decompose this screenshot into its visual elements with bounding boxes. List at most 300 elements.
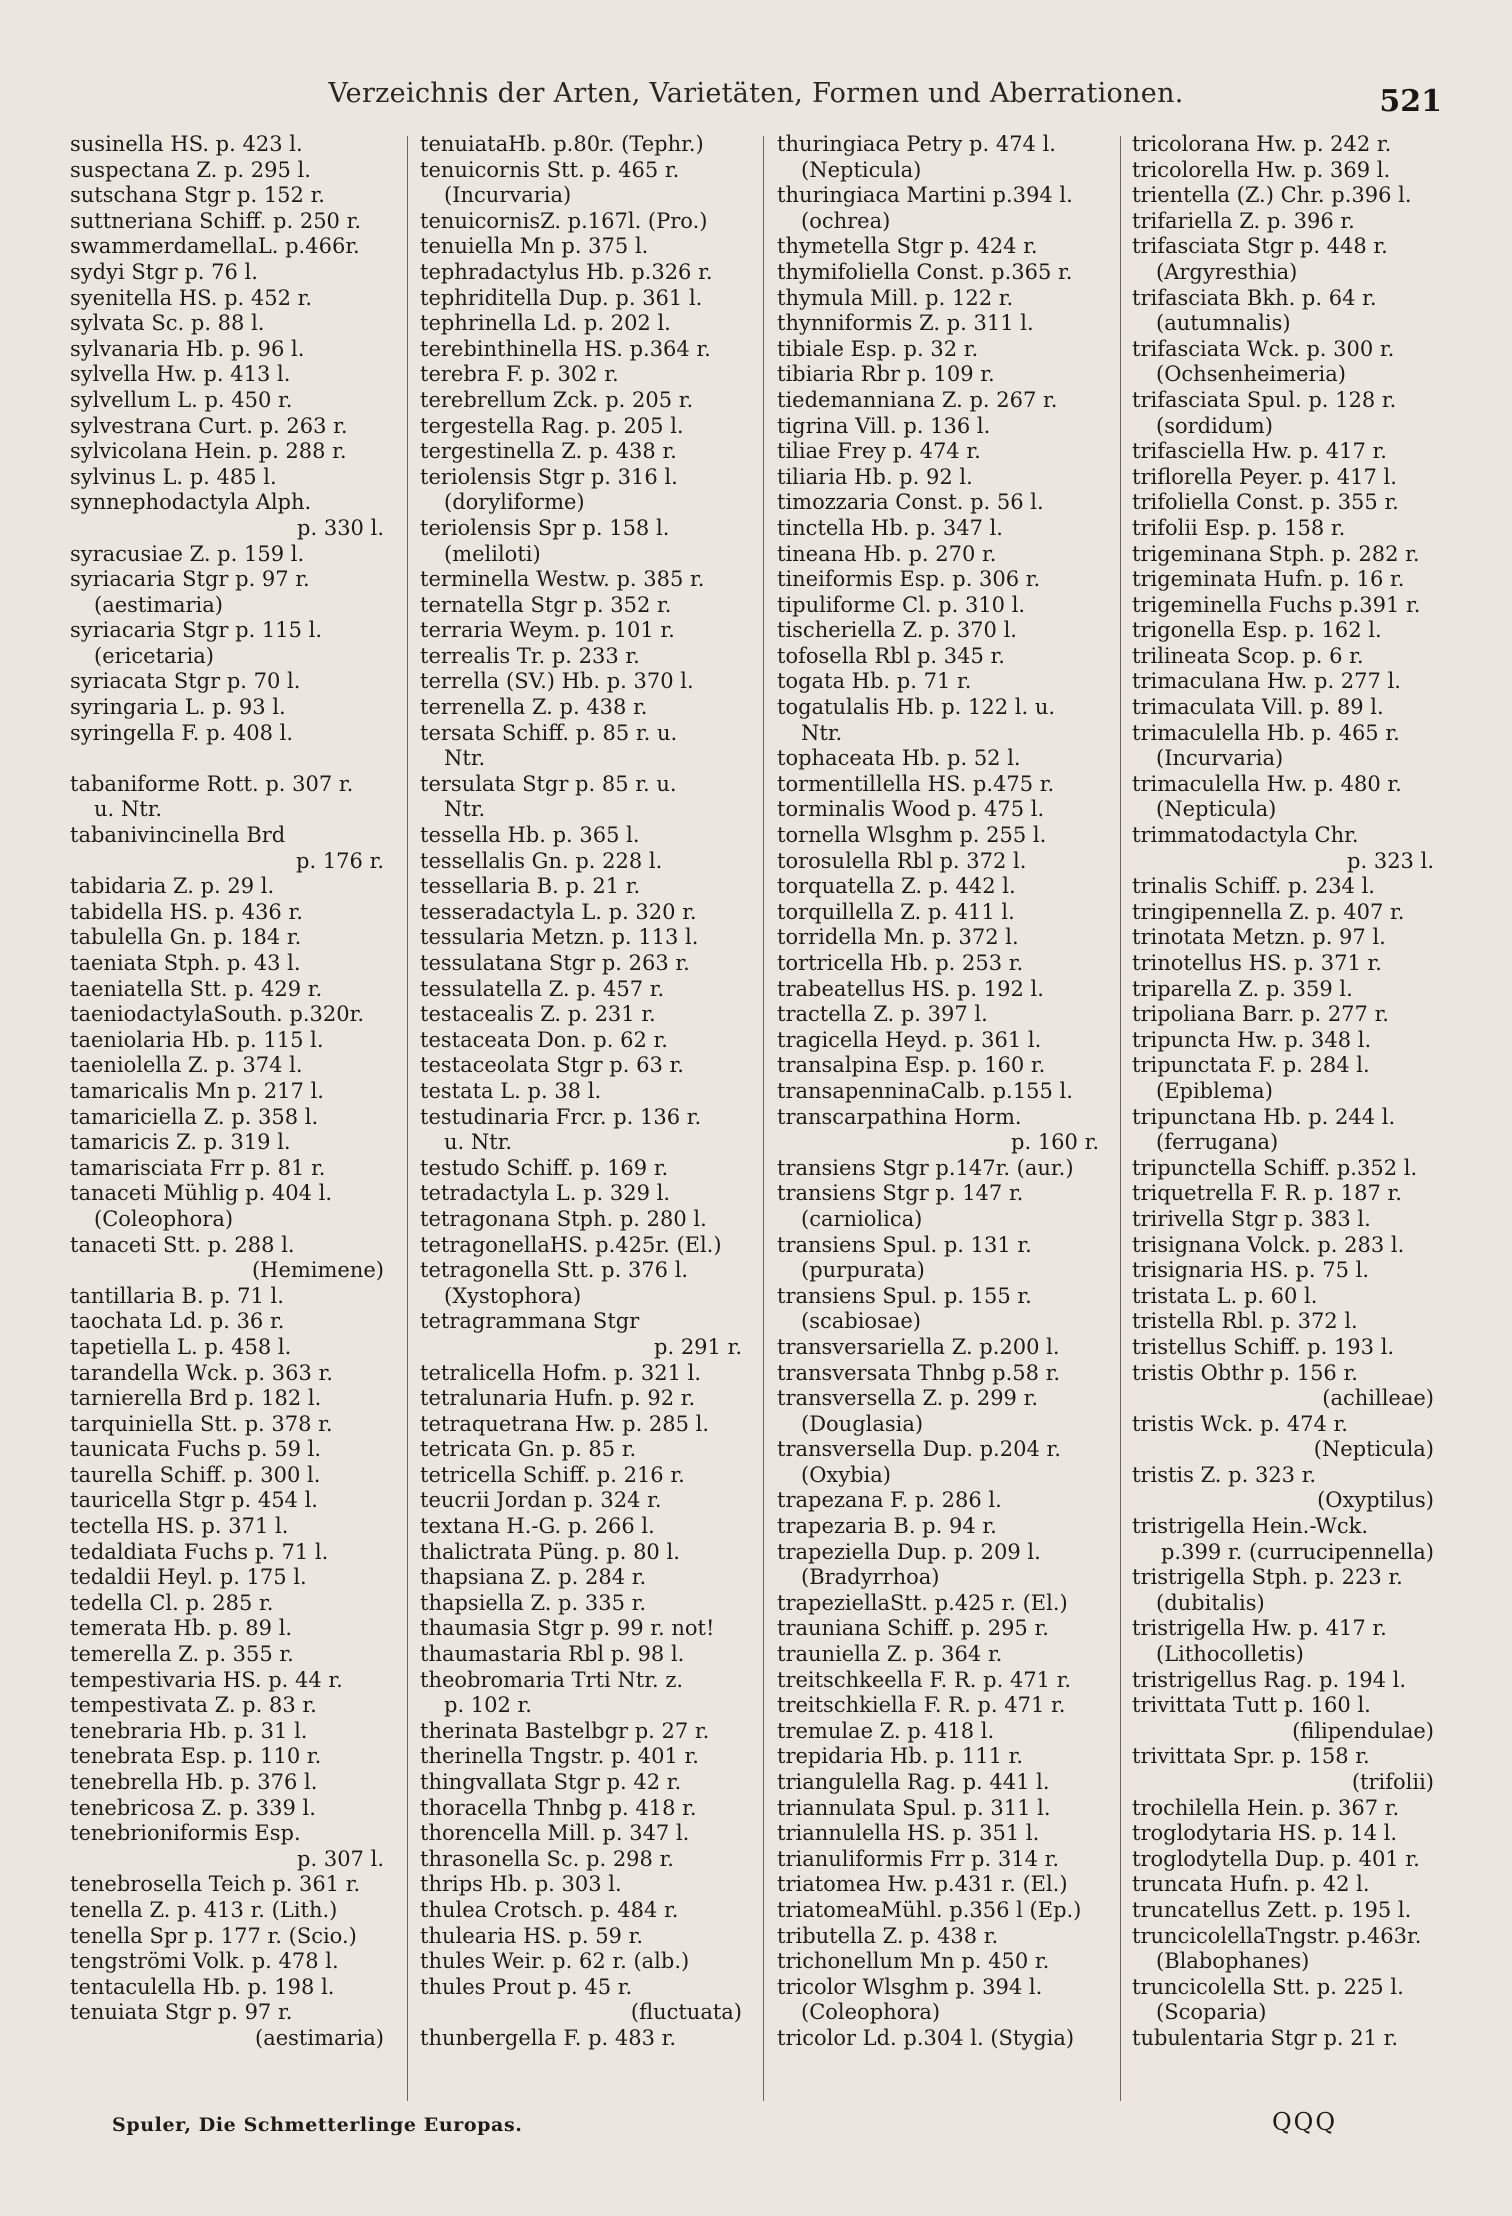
index-entry: taeniolella Z. p. 374 l. [70, 1053, 303, 1078]
index-entry: suttneriana Schiff. p. 250 r. [70, 208, 361, 233]
index-entry: tenebricosa Z. p. 339 l. [70, 1795, 316, 1820]
index-column-3 [777, 132, 1107, 2112]
column-divider [407, 136, 408, 2101]
index-entry: trifasciata Spul. p. 128 r. [1132, 387, 1397, 412]
column-divider [1120, 136, 1121, 2101]
index-column-1 [70, 132, 392, 2112]
index-entry: triflorella Peyer. p. 417 l. [1132, 464, 1397, 489]
index-entry: (Blabophanes) [1156, 1949, 1310, 1974]
index-entry: syriacaria Stgr p. 97 r. [70, 567, 310, 592]
index-entry: thules Weir. p. 62 r. (alb.) [420, 1949, 690, 1974]
index-entry: tersulata Stgr p. 85 r. u. [420, 771, 677, 796]
index-entry: tetralicella Hofm. p. 321 l. [420, 1360, 702, 1385]
index-entry: tortricella Hb. p. 253 r. [777, 951, 1024, 975]
index-entry: thunbergella F. p. 483 r. [420, 2025, 677, 2050]
index-entry: (sordidum) [1156, 413, 1273, 438]
index-entry: (carniolica) [801, 1206, 923, 1231]
index-entry: tanaceti Mühlig p. 404 l. [70, 1181, 333, 1206]
index-entry: (Xystophora) [444, 1283, 582, 1308]
index-entry: sylvestrana Curt. p. 263 r. [70, 413, 348, 438]
index-entry: (ericetaria) [94, 643, 214, 668]
index-entry: tempestivaria HS. p. 44 r. [70, 1667, 343, 1692]
index-entry: terebinthinella HS. p.364 r. [420, 336, 711, 361]
index-entry: transversata Thnbg p.58 r. [777, 1360, 1061, 1385]
index-entry: Ntr. [444, 797, 486, 822]
index-entry: transiens Stgr p. 147 r. [777, 1181, 1024, 1206]
index-entry: tristrigella Stph. p. 223 r. [1132, 1565, 1403, 1590]
index-entry: trimaculana Hw. p. 277 l. [1132, 669, 1401, 694]
index-entry: tamarisciata Frr p. 81 r. [70, 1155, 326, 1180]
index-entry: testudinaria Frcr. p. 136 r. [420, 1104, 702, 1129]
index-entry: troglodytella Dup. p. 401 r. [1132, 1846, 1420, 1871]
index-entry: tetragonella Stt. p. 376 l. [420, 1258, 689, 1283]
index-entry: tedaldii Heyl. p. 175 l. [70, 1565, 307, 1590]
index-entry: (aestimaria) [94, 592, 223, 617]
index-entry: tripunctata F. p. 284 l. [1132, 1053, 1370, 1078]
index-entry: tischeriella Z. p. 370 l. [777, 618, 1017, 643]
index-entry: p. 176 r. [296, 848, 384, 873]
index-entry: transcarpathina Horm. [777, 1104, 1022, 1129]
index-entry: truncata Hufn. p. 42 l. [1132, 1872, 1370, 1897]
index-entry: (Ochsenheimeria) [1156, 362, 1346, 387]
index-entry: taeniata Stph. p. 43 l. [70, 951, 301, 975]
index-entry: teriolensis Spr p. 158 l. [420, 515, 670, 540]
index-entry: (Coleophora) [801, 2000, 941, 2025]
index-entry: (dubitalis) [1156, 1590, 1265, 1615]
index-entry: thymula Mill. p. 122 r. [777, 285, 1014, 310]
index-entry: trigeminana Stph. p. 282 r. [1132, 541, 1420, 566]
page-number: 521 [1379, 84, 1442, 119]
index-entry: tephriditella Dup. p. 361 l. [420, 285, 703, 310]
index-entry: tristellus Schiff. p. 193 l. [1132, 1334, 1395, 1359]
index-entry: tenebrioniformis Esp. [70, 1821, 301, 1846]
index-entry: tenebrosella Teich p. 361 r. [70, 1872, 361, 1897]
index-entry: tetragrammana Stgr [420, 1309, 640, 1334]
index-column-2 [420, 132, 750, 2112]
index-entry: sylvata Sc. p. 88 l. [70, 311, 265, 336]
index-entry: tetricella Schiff. p. 216 r. [420, 1462, 685, 1487]
index-entry: tenebrella Hb. p. 376 l. [70, 1770, 318, 1794]
index-entry: sylvicolana Hein. p. 288 r. [70, 439, 347, 464]
index-entry: tesseradactyla L. p. 320 r. [420, 899, 697, 924]
index-entry: thrips Hb. p. 303 l. [420, 1872, 622, 1897]
index-entry: theobromaria Trti Ntr. z. [420, 1667, 684, 1692]
index-entry: (Argyresthia) [1156, 259, 1298, 284]
index-entry: suspectana Z. p. 295 l. [70, 157, 311, 182]
index-entry: tabaniforme Rott. p. 307 r. [70, 771, 354, 796]
index-entry: tripunctana Hb. p. 244 l. [1132, 1104, 1396, 1129]
index-entry: susinella HS. p. 423 l. [70, 132, 303, 156]
index-entry: tenuicornis Stt. p. 465 r. [420, 157, 680, 182]
index-entry: thuringiaca Petry p. 474 l. [777, 132, 1056, 156]
index-entry: trifasciella Hw. p. 417 r. [1132, 439, 1387, 464]
index-entry: (achilleae) [1322, 1386, 1434, 1411]
index-entry: terrella (SV.) Hb. p. 370 l. [420, 669, 694, 694]
index-entry: sylvellum L. p. 450 r. [70, 387, 293, 412]
index-entry: testudo Schiff. p. 169 r. [420, 1155, 669, 1180]
index-entry: trifasciata Stgr p. 448 r. [1132, 234, 1388, 259]
index-entry: trimaculella Hw. p. 480 r. [1132, 771, 1402, 796]
index-entry: torosulella Rbl p. 372 l. [777, 848, 1027, 873]
index-column-4 [1132, 132, 1442, 2112]
index-entry: truncicolellaTngstr. p.463r. [1132, 1923, 1422, 1948]
index-entry: u. Ntr. [444, 1130, 513, 1155]
index-entry: tabidella HS. p. 436 r. [70, 899, 303, 924]
index-entry: tephrinella Ld. p. 202 l. [420, 311, 671, 336]
index-entry: trilineata Scop. p. 6 r. [1132, 643, 1364, 668]
index-entry: tempestivata Z. p. 83 r. [70, 1693, 317, 1718]
index-entry: torquatella Z. p. 442 l. [777, 874, 1016, 899]
index-entry: (Nepticula) [1156, 797, 1277, 822]
index-entry: tantillaria B. p. 71 l. [70, 1283, 284, 1308]
index-entry: terebrellum Zck. p. 205 r. [420, 387, 694, 412]
index-entry: sutschana Stgr p. 152 r. [70, 183, 325, 208]
index-entry: tringipennella Z. p. 407 r. [1132, 899, 1405, 924]
index-entry: taeniolaria Hb. p. 115 l. [70, 1027, 324, 1052]
index-entry: sylvanaria Hb. p. 96 l. [70, 336, 305, 361]
index-entry: (trifolii) [1351, 1770, 1434, 1794]
index-entry: thymifoliella Const. p.365 r. [777, 259, 1073, 284]
index-entry: tarnierella Brd p. 182 l. [70, 1386, 322, 1411]
index-entry: (scabiosae) [801, 1309, 921, 1334]
index-entry: thrasonella Sc. p. 298 r. [420, 1846, 674, 1871]
index-entry: (filipendulae) [1292, 1718, 1434, 1743]
index-entry: tenuiataHb. p.80r. (Tephr.) [420, 132, 704, 156]
index-entry: tamaricalis Mn p. 217 l. [70, 1078, 324, 1103]
index-entry: tubulentaria Stgr p. 21 r. [1132, 2025, 1399, 2050]
index-entry: terraria Weym. p. 101 r. [420, 618, 675, 643]
index-entry: tessulatella Z. p. 457 r. [420, 976, 665, 1001]
index-entry: truncatellus Zett. p. 195 l. [1132, 1897, 1412, 1922]
index-entry: terebra F. p. 302 r. [420, 362, 619, 387]
index-entry: trapeziella Dup. p. 209 l. [777, 1539, 1041, 1564]
index-entry: trientella (Z.) Chr. p.396 l. [1132, 183, 1412, 208]
index-entry: thymetella Stgr p. 424 r. [777, 234, 1038, 259]
index-entry: sylvinus L. p. 485 l. [70, 464, 277, 489]
index-entry: triquetrella F. R. p. 187 r. [1132, 1181, 1402, 1206]
index-entry: thulearia HS. p. 59 r. [420, 1923, 644, 1948]
column-divider [763, 136, 764, 2101]
index-entry: trifasciata Wck. p. 300 r. [1132, 336, 1395, 361]
index-entry: transiens Spul. p. 155 r. [777, 1283, 1032, 1308]
index-entry: trifasciata Bkh. p. 64 r. [1132, 285, 1377, 310]
index-entry: tipuliforme Cl. p. 310 l. [777, 592, 1026, 617]
index-entry: tetragonana Stph. p. 280 l. [420, 1206, 707, 1231]
index-entry: (ochrea) [801, 208, 891, 233]
index-entry: tenella Z. p. 413 r. (Lith.) [70, 1897, 338, 1922]
index-entry: triatomeaMühl. p.356 l (Ep.) [777, 1897, 1082, 1922]
index-entry: tristis Wck. p. 474 r. [1132, 1411, 1348, 1436]
index-entry: trauniana Schiff. p. 295 r. [777, 1616, 1049, 1641]
index-entry: sylvella Hw. p. 413 l. [70, 362, 291, 387]
index-entry: trimaculata Vill. p. 89 l. [1132, 695, 1384, 720]
index-entry: tigrina Vill. p. 136 l. [777, 413, 991, 438]
index-entry: tenuicornisZ. p.167l. (Pro.) [420, 208, 708, 233]
index-entry: tenella Spr p. 177 r. (Scio.) [70, 1923, 357, 1948]
index-entry: tripuncta Hw. p. 348 l. [1132, 1027, 1372, 1052]
index-entry: (aestimaria) [255, 2025, 384, 2050]
index-entry: trimmatodactyla Chr. [1132, 823, 1359, 848]
index-entry: tornella Wlsghm p. 255 l. [777, 823, 1047, 848]
index-entry: tinctella Hb. p. 347 l. [777, 515, 1003, 540]
index-entry: sydyi Stgr p. 76 l. [70, 259, 258, 284]
index-entry: tripoliana Barr. p. 277 r. [1132, 1002, 1389, 1027]
index-entry: triparella Z. p. 359 l. [1132, 976, 1353, 1001]
index-entry: (ferrugana) [1156, 1130, 1279, 1155]
index-entry: triannulata Spul. p. 311 l. [777, 1795, 1051, 1820]
index-entry: trinotellus HS. p. 371 r. [1132, 951, 1382, 975]
index-entry: tergestinella Z. p. 438 r. [420, 439, 677, 464]
index-entry: tiliaria Hb. p. 92 l. [777, 464, 973, 489]
index-entry: syringaria L. p. 93 l. [70, 695, 286, 720]
index-entry: trauniella Z. p. 364 r. [777, 1642, 1003, 1667]
index-entry: tabidaria Z. p. 29 l. [70, 874, 275, 899]
footer-signature: QQQ [1272, 2108, 1338, 2136]
index-entry: transalpina Esp. p. 160 r. [777, 1053, 1046, 1078]
index-entry: transversariella Z. p.200 l. [777, 1334, 1060, 1359]
index-entry: p. 291 r. [654, 1334, 742, 1359]
index-entry: thulea Crotsch. p. 484 r. [420, 1897, 679, 1922]
index-entry: tricolor Ld. p.304 l. (Stygia) [777, 2025, 1075, 2050]
index-entry: trapezana F. p. 286 l. [777, 1488, 1002, 1513]
index-entry: tristrigella Hw. p. 417 r. [1132, 1616, 1387, 1641]
index-entry: tamaricis Z. p. 319 l. [70, 1130, 291, 1155]
index-entry: tetralunaria Hufn. p. 92 r. [420, 1386, 696, 1411]
index-entry: tremulae Z. p. 418 l. [777, 1718, 995, 1743]
index-entry: torminalis Wood p. 475 l. [777, 797, 1045, 822]
index-entry: (Oxybia) [801, 1462, 891, 1487]
index-entry: tenebrata Esp. p. 110 r. [70, 1744, 322, 1769]
index-entry: Ntr. [444, 746, 486, 771]
index-entry: p. 323 l. [1347, 848, 1434, 873]
index-entry: tiedemanniana Z. p. 267 r. [777, 387, 1058, 412]
index-entry: therinata Bastelbgr p. 27 r. [420, 1718, 710, 1743]
index-entry: (Hemimene) [251, 1258, 384, 1283]
index-entry: torquillella Z. p. 411 l. [777, 899, 1015, 924]
index-entry: tristis Obthr p. 156 r. [1132, 1360, 1358, 1385]
index-entry: togatulalis Hb. p. 122 l. u. [777, 695, 1056, 720]
index-entry: transiens Spul. p. 131 r. [777, 1232, 1032, 1257]
index-entry: synnephodactyla Alph. [70, 490, 312, 515]
index-entry: tineana Hb. p. 270 r. [777, 541, 997, 566]
index-entry: tedella Cl. p. 285 r. [70, 1590, 274, 1615]
index-entry: trifariella Z. p. 396 r. [1132, 208, 1355, 233]
index-entry: (doryliforme) [444, 490, 585, 515]
index-entry: tristrigella Hein.-Wck. [1132, 1514, 1369, 1539]
index-entry: treitschkeella F. R. p. 471 r. [777, 1667, 1072, 1692]
index-entry: tabulella Gn. p. 184 r. [70, 925, 302, 950]
index-entry: (Nepticula) [801, 157, 922, 182]
index-entry: (Nepticula) [1313, 1437, 1434, 1462]
index-entry: (Coleophora) [94, 1206, 234, 1231]
index-entry: tributella Z. p. 438 r. [777, 1923, 999, 1948]
index-entry: (Bradyrrhoa) [801, 1565, 940, 1590]
index-entry: tentaculella Hb. p. 198 l. [70, 1974, 335, 1999]
index-entry: tabanivincinella Brd [70, 823, 286, 848]
index-entry: syenitella HS. p. 452 r. [70, 285, 313, 310]
index-entry: trimaculella Hb. p. 465 r. [1132, 720, 1400, 745]
index-entry: tedaldiata Fuchs p. 71 l. [70, 1539, 329, 1564]
index-entry: thoracella Thnbg p. 418 r. [420, 1795, 697, 1820]
index-entry: syriacaria Stgr p. 115 l. [70, 618, 323, 643]
index-entry: (autumnalis) [1156, 311, 1291, 336]
index-entry: thingvallata Stgr p. 42 r. [420, 1770, 682, 1794]
index-entry: therinella Tngstr. p. 401 r. [420, 1744, 699, 1769]
index-entry: (Douglasia) [801, 1411, 924, 1436]
index-entry: temerata Hb. p. 89 l. [70, 1616, 293, 1641]
index-entry: tanaceti Stt. p. 288 l. [70, 1232, 295, 1257]
index-entry: textana H.-G. p. 266 l. [420, 1514, 655, 1539]
index-entry: tenebraria Hb. p. 31 l. [70, 1718, 308, 1743]
index-entry: (Oxyptilus) [1317, 1488, 1434, 1513]
index-entry [70, 746, 392, 772]
index-entry: trivittata Tutt p. 160 l. [1132, 1693, 1371, 1718]
index-entry: troglodytaria HS. p. 14 l. [1132, 1821, 1398, 1846]
index-entry: trichonellum Mn p. 450 r. [777, 1949, 1050, 1974]
index-entry: tormentillella HS. p.475 r. [777, 771, 1055, 796]
index-entry: transversella Dup. p.204 r. [777, 1437, 1061, 1462]
index-entry: truncicolella Stt. p. 225 l. [1132, 1974, 1404, 1999]
index-entry: tetricata Gn. p. 85 r. [420, 1437, 637, 1462]
index-entry: trigeminella Fuchs p.391 r. [1132, 592, 1421, 617]
index-entry: transapenninaCalb. p.155 l. [777, 1078, 1073, 1103]
index-entry: trifoliella Const. p. 355 r. [1132, 490, 1399, 515]
index-entry: tauricella Stgr p. 454 l. [70, 1488, 318, 1513]
index-entry: tririvella Stgr p. 383 l. [1132, 1206, 1371, 1231]
index-entry: terrealis Tr. p. 233 r. [420, 643, 640, 668]
index-entry: tapetiella L. p. 458 l. [70, 1334, 292, 1359]
index-entry: taeniodactylaSouth. p.320r. [70, 1002, 365, 1027]
index-entry: syringella F. p. 408 l. [70, 720, 294, 745]
index-entry: torridella Mn. p. 372 l. [777, 925, 1019, 950]
index-entry: tristella Rbl. p. 372 l. [1132, 1309, 1358, 1334]
index-entry: tripunctella Schiff. p.352 l. [1132, 1155, 1418, 1180]
index-entry: temerella Z. p. 355 r. [70, 1642, 294, 1667]
index-entry: teriolensis Stgr p. 316 l. [420, 464, 678, 489]
index-entry: thalictrata Püng. p. 80 l. [420, 1539, 680, 1564]
index-entry: p. 160 r. [1011, 1130, 1099, 1155]
index-entry: Ntr. [801, 720, 843, 745]
index-entry: tessularia Metzn. p. 113 l. [420, 925, 699, 950]
index-entry: testaceata Don. p. 62 r. [420, 1027, 668, 1052]
index-entry: thaumastaria Rbl p. 98 l. [420, 1642, 685, 1667]
index-entry: syriacata Stgr p. 70 l. [70, 669, 301, 694]
index-entry: tarandella Wck. p. 363 r. [70, 1360, 333, 1385]
index-entry: trianuliformis Frr p. 314 r. [777, 1846, 1060, 1871]
index-entry: tectella HS. p. 371 l. [70, 1514, 289, 1539]
index-entry: (Lithocolletis) [1156, 1642, 1304, 1667]
index-entry: syracusiae Z. p. 159 l. [70, 541, 305, 566]
index-entry: tessellalis Gn. p. 228 l. [420, 848, 663, 873]
index-entry: transversella Z. p. 299 r. [777, 1386, 1038, 1411]
index-entry: tragicella Heyd. p. 361 l. [777, 1027, 1042, 1052]
index-entry: trapezaria B. p. 94 r. [777, 1514, 997, 1539]
index-entry: treitschkiella F. R. p. 471 r. [777, 1693, 1066, 1718]
index-entry: thynniformis Z. p. 311 l. [777, 311, 1034, 336]
index-entry: u. Ntr. [94, 797, 163, 822]
index-entry: taunicata Fuchs p. 59 l. [70, 1437, 322, 1462]
index-entry: tenuiata Stgr p. 97 r. [70, 2000, 293, 2025]
index-entry: trisignana Volck. p. 283 l. [1132, 1232, 1405, 1257]
index-entry: tibiaria Rbr p. 109 r. [777, 362, 995, 387]
index-entry: thaumasia Stgr p. 99 r. not! [420, 1616, 715, 1641]
index-entry: (meliloti) [444, 541, 541, 566]
index-entry: tetraquetrana Hw. p. 285 l. [420, 1411, 710, 1436]
index-entry: trinalis Schiff. p. 234 l. [1132, 874, 1375, 899]
index-entry: trochilella Hein. p. 367 r. [1132, 1795, 1400, 1820]
index-entry: (fluctuata) [630, 2000, 742, 2025]
index-entry: thules Prout p. 45 r. [420, 1974, 633, 1999]
index-entry: testaceolata Stgr p. 63 r. [420, 1053, 684, 1078]
index-entry: tristata L. p. 60 l. [1132, 1283, 1318, 1308]
index-entry: ternatella Stgr p. 352 r. [420, 592, 672, 617]
index-entry: p. 102 r. [444, 1693, 532, 1718]
index-entry: teucrii Jordan p. 324 r. [420, 1488, 662, 1513]
index-entry: (Incurvaria) [1156, 746, 1284, 771]
index-entry: trapeziellaStt. p.425 r. (El.) [777, 1590, 1068, 1615]
index-entry: trepidaria Hb. p. 111 r. [777, 1744, 1024, 1769]
index-entry: tessella Hb. p. 365 l. [420, 823, 640, 848]
index-entry: tibiale Esp. p. 32 r. [777, 336, 979, 361]
index-entry: thuringiaca Martini p.394 l. [777, 183, 1073, 208]
index-entry: triatomea Hw. p.431 r. (El.) [777, 1872, 1068, 1897]
footer-citation: Spuler, Die Schmetterlinge Europas. [112, 2114, 523, 2136]
index-entry: trigeminata Hufn. p. 16 r. [1132, 567, 1405, 592]
index-entry: (Scoparia) [1156, 2000, 1267, 2025]
index-entry: tiliae Frey p. 474 r. [777, 439, 981, 464]
index-entry: testata L. p. 38 l. [420, 1078, 602, 1103]
index-entry: tricolor Wlsghm p. 394 l. [777, 1974, 1043, 1999]
index-entry: tricolorana Hw. p. 242 r. [1132, 132, 1392, 156]
index-entry: taurella Schiff. p. 300 l. [70, 1462, 321, 1487]
index-entry: tricolorella Hw. p. 369 l. [1132, 157, 1391, 182]
index-entry: (Epiblema) [1156, 1078, 1273, 1103]
index-entry: tarquiniella Stt. p. 378 r. [70, 1411, 333, 1436]
index-entry: tristis Z. p. 323 r. [1132, 1462, 1317, 1487]
index-entry: trivittata Spr. p. 158 r. [1132, 1744, 1370, 1769]
index-entry: p.399 r. (currucipennella) [1160, 1539, 1434, 1564]
header-title: Verzeichnis der Arten, Varietäten, Formen und Aberrationen. [328, 78, 1184, 109]
index-entry: swammerdamellaL. p.466r. [70, 234, 360, 259]
index-entry: trisignaria HS. p. 75 l. [1132, 1258, 1370, 1283]
index-entry: tengströmi Volk. p. 478 l. [70, 1949, 339, 1974]
index-entry: (purpurata) [801, 1258, 925, 1283]
index-entry: tractella Z. p. 397 l. [777, 1002, 988, 1027]
index-entry: triannulella HS. p. 351 l. [777, 1821, 1040, 1846]
index-entry: tamariciella Z. p. 358 l. [70, 1104, 319, 1129]
index-entry: terrenella Z. p. 438 r. [420, 695, 648, 720]
index-entry: taochata Ld. p. 36 r. [70, 1309, 285, 1334]
index-entry: togata Hb. p. 71 r. [777, 669, 972, 694]
index-entry: tersata Schiff. p. 85 r. u. [420, 720, 678, 745]
index-entry: (Incurvaria) [444, 183, 572, 208]
index-entry: testacealis Z. p. 231 r. [420, 1002, 656, 1027]
index-entry: tineiformis Esp. p. 306 r. [777, 567, 1041, 592]
index-entry: thapsiana Z. p. 284 r. [420, 1565, 647, 1590]
index-entry: timozzaria Const. p. 56 l. [777, 490, 1044, 515]
index-entry: tetradactyla L. p. 329 l. [420, 1181, 671, 1206]
index-entry: transiens Stgr p.147r. (aur.) [777, 1155, 1074, 1180]
index-entry: thorencella Mill. p. 347 l. [420, 1821, 690, 1846]
index-entry: tristrigellus Rag. p. 194 l. [1132, 1667, 1406, 1692]
index-entry: trifolii Esp. p. 158 r. [1132, 515, 1346, 540]
index-entry: tephradactylus Hb. p.326 r. [420, 259, 713, 284]
index-entry: tenuiella Mn p. 375 l. [420, 234, 649, 259]
index-entry: tergestella Rag. p. 205 l. [420, 413, 684, 438]
index-columns [70, 132, 1442, 2112]
index-entry: trigonella Esp. p. 162 l. [1132, 618, 1382, 643]
index-entry: thapsiella Z. p. 335 r. [420, 1590, 647, 1615]
